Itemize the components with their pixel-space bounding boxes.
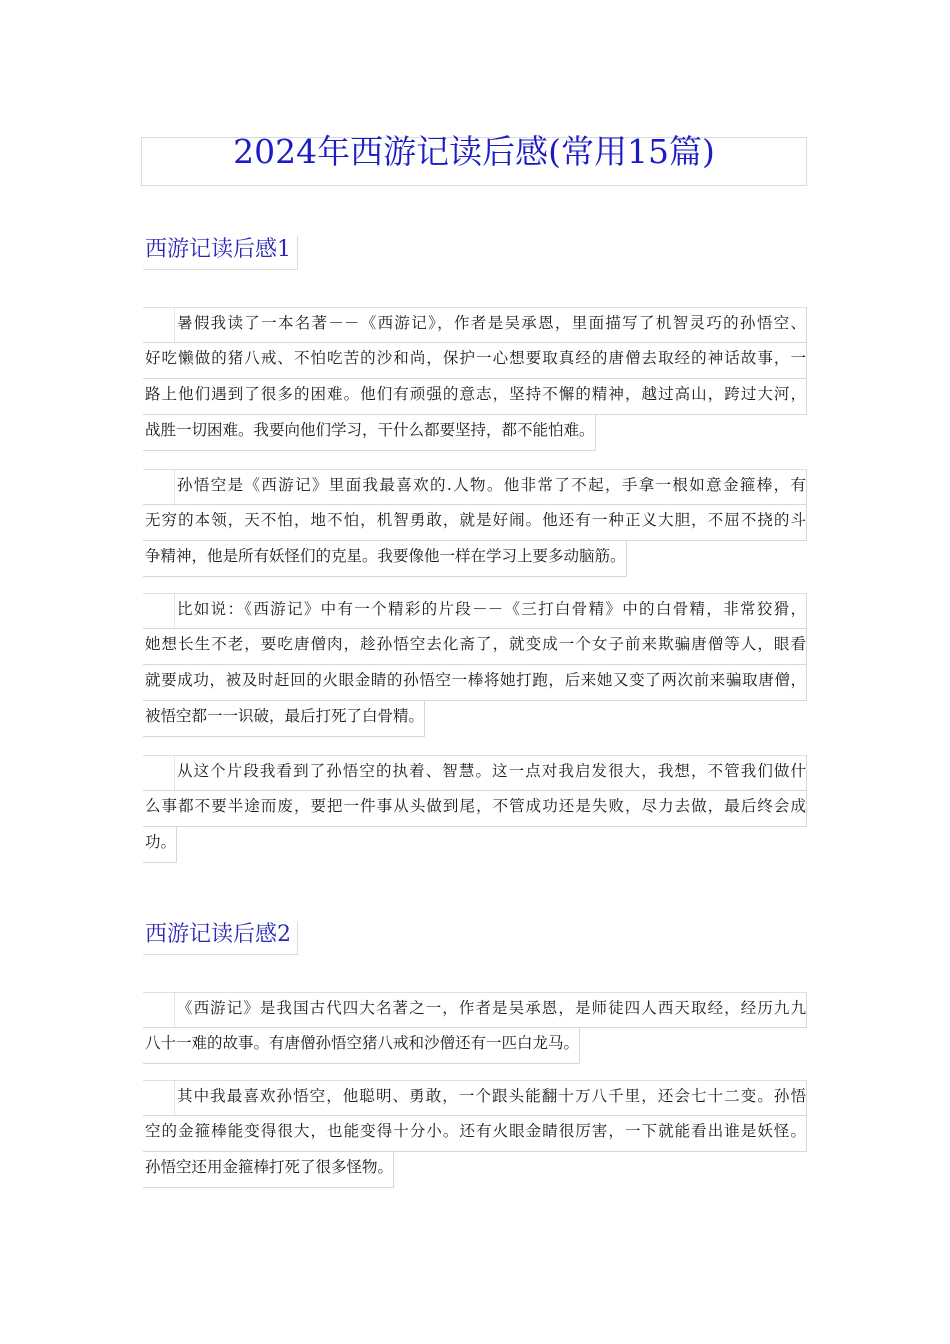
paragraph	[143, 755, 807, 863]
paragraph	[143, 992, 807, 1064]
paragraph-line: 争精神，他是所有妖怪们的克星。我要像他一样在学习上要多动脑筋。	[143, 541, 627, 577]
paragraph	[143, 1080, 807, 1188]
paragraph-line: 孙悟空是《西游记》里面我最喜欢的.人物。他非常了不起，手拿一根如意金箍棒，有	[143, 469, 807, 505]
section-heading: 西游记读后感1	[143, 236, 298, 270]
paragraph-line: 就要成功，被及时赶回的火眼金睛的孙悟空一棒将她打跑，后来她又变了两次前来骗取唐僧，	[143, 665, 807, 701]
paragraph-line: 功。	[143, 827, 177, 863]
paragraph-line: 好吃懒做的猪八戒、不怕吃苦的沙和尚，保护一心想要取真经的唐僧去取经的神话故事，一	[143, 343, 807, 379]
paragraph-line: 暑假我读了一本名著－－《西游记》，作者是吴承恩，里面描写了机智灵巧的孙悟空、	[143, 307, 807, 343]
paragraph-line: 孙悟空还用金箍棒打死了很多怪物。	[143, 1152, 394, 1188]
paragraph-line: 从这个片段我看到了孙悟空的执着、智慧。这一点对我启发很大，我想，不管我们做什	[143, 755, 807, 791]
paragraph	[143, 593, 807, 737]
paragraph	[143, 469, 807, 577]
paragraph-line: 比如说：《西游记》中有一个精彩的片段－－《三打白骨精》中的白骨精，非常狡猾，	[143, 593, 807, 629]
paragraph-line: 么事都不要半途而废，要把一件事从头做到尾，不管成功还是失败，尽力去做，最后终会成	[143, 791, 807, 827]
paragraph-line: 路上他们遇到了很多的困难。他们有顽强的意志，坚持不懈的精神，越过高山，跨过大河，	[143, 379, 807, 415]
paragraph-line: 战胜一切困难。我要向他们学习，干什么都要坚持，都不能怕难。	[143, 415, 596, 451]
document-title: 2024年西游记读后感(常用15篇)	[141, 137, 807, 186]
paragraph-line: 她想长生不老，要吃唐僧肉，趁孙悟空去化斋了，就变成一个女子前来欺骗唐僧等人，眼看	[143, 629, 807, 665]
section-heading: 西游记读后感2	[143, 921, 298, 955]
paragraph	[143, 307, 807, 451]
paragraph-line: 《西游记》是我国古代四大名著之一，作者是吴承恩，是师徒四人西天取经，经历九九	[143, 992, 807, 1028]
paragraph-line: 八十一难的故事。有唐僧孙悟空猪八戒和沙僧还有一匹白龙马。	[143, 1028, 580, 1064]
paragraph-line: 空的金箍棒能变得很大，也能变得十分小。还有火眼金睛很厉害，一下就能看出谁是妖怪。	[143, 1116, 807, 1152]
paragraph-line: 被悟空都一一识破，最后打死了白骨精。	[143, 701, 425, 737]
paragraph-line: 无穷的本领，天不怕，地不怕，机智勇敢，就是好闹。他还有一种正义大胆，不屈不挠的斗	[143, 505, 807, 541]
paragraph-line: 其中我最喜欢孙悟空，他聪明、勇敢，一个跟头能翻十万八千里，还会七十二变。孙悟	[143, 1080, 807, 1116]
